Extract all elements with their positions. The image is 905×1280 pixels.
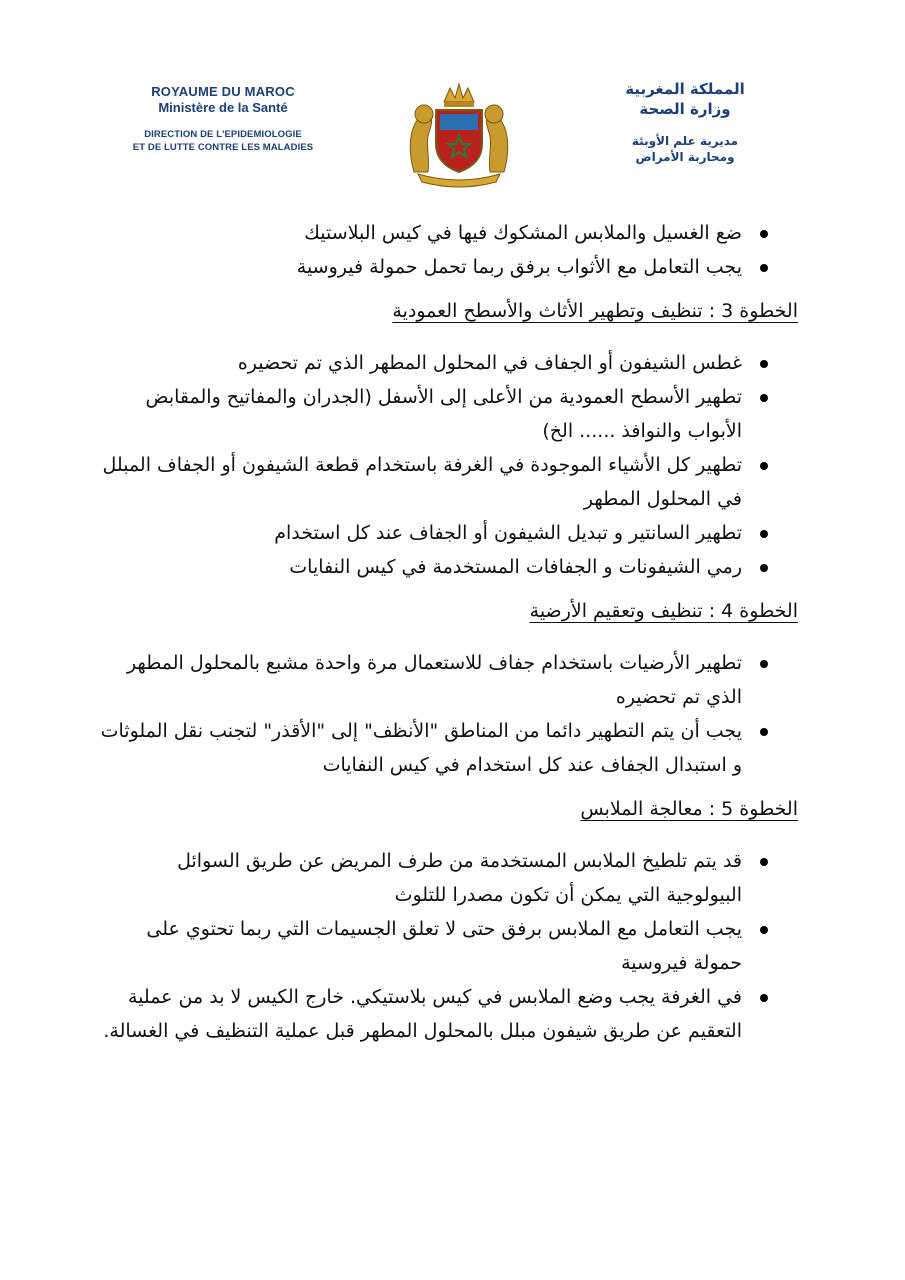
bullet-icon — [760, 564, 768, 572]
step5-heading: الخطوة 5 : معالجة الملابس — [580, 798, 798, 820]
bullet-icon — [760, 728, 768, 736]
direction-name-ar-line1: مديرية علم الأوبئة — [631, 134, 739, 148]
bullet-icon — [760, 926, 768, 934]
list-item: يجب أن يتم التطهير دائما من المناطق "الأنظف" إلى "الأقذر" لتجنب نقل الملوثات و استبدال الجفاف عند كل استخدام في كيس النفايات — [100, 714, 798, 782]
list-item: يجب التعامل مع الأثواب برفق ربما تحمل حمولة فيروسية — [100, 250, 798, 284]
bullet-icon — [760, 230, 768, 238]
list-item: تطهير كل الأشياء الموجودة في الغرفة باستخدام قطعة الشيفون أو الجفاف المبلل في المحلول المطهر — [100, 448, 798, 516]
list-item: يجب التعامل مع الملابس برفق حتى لا تعلق الجسيمات التي ربما تحتوي على حمولة فيروسية — [100, 912, 798, 980]
bullet-icon — [760, 264, 768, 272]
bullet-icon — [760, 530, 768, 538]
intro-list — [100, 216, 798, 284]
letterhead — [0, 0, 905, 200]
bullet-icon — [760, 360, 768, 368]
list-item: تطهير الأرضيات باستخدام جفاف للاستعمال مرة واحدة مشبع بالمحلول المطهر الذي تم تحضيره — [100, 646, 798, 714]
ministry-name-fr: Ministère de la Santé — [158, 100, 288, 115]
document-body — [100, 216, 798, 1048]
list-item: تطهير الأسطح العمودية من الأعلى إلى الأسفل (الجدران والمفاتيح والمقابض الأبواب والنوافذ ...... الخ) — [100, 380, 798, 448]
bullet-icon — [760, 394, 768, 402]
bullet-icon — [760, 994, 768, 1002]
list-item: في الغرفة يجب وضع الملابس في كيس بلاستيكي. خارج الكيس لا بد من عملية التعقيم عن طريق شيفون مبلل بالمحلول المطهر قبل عملية التنظيف في الغسالة. — [100, 980, 798, 1048]
step4-heading: الخطوة 4 : تنظيف وتعقيم الأرضية — [529, 600, 798, 622]
bullet-icon — [760, 858, 768, 866]
moroccan-coat-of-arms-icon — [400, 78, 518, 190]
direction-name-fr-line2: ET DE LUTTE CONTRE LES MALADIES — [132, 142, 314, 153]
direction-name-fr-line1: DIRECTION DE L'EPIDEMIOLOGIE — [144, 129, 302, 140]
bullet-icon — [760, 660, 768, 668]
step3-list — [100, 346, 798, 584]
arabic-letterhead — [600, 80, 770, 164]
list-item: غطس الشيفون أو الجفاف في المحلول المطهر الذي تم تحضيره — [100, 346, 798, 380]
step4-list — [100, 646, 798, 782]
list-item: قد يتم تلطيخ الملابس المستخدمة من طرف المريض عن طريق السوائل البيولوجية التي يمكن أن تكون مصدرا للتلوث — [100, 844, 798, 912]
list-item: رمي الشيفونات و الجفافات المستخدمة في كيس النفايات — [100, 550, 798, 584]
step5-list — [100, 844, 798, 1048]
list-item: ضع الغسيل والملابس المشكوك فيها في كيس البلاستيك — [100, 216, 798, 250]
step3-heading: الخطوة 3 : تنظيف وتطهير الأثاث والأسطح العمودية — [392, 300, 798, 322]
ministry-name-ar: وزارة الصحة — [639, 100, 731, 118]
bullet-icon — [760, 462, 768, 470]
french-letterhead — [128, 84, 318, 153]
direction-name-ar-line2: ومحاربة الأمراض — [635, 150, 735, 164]
kingdom-name-ar: المملكة المغربية — [625, 80, 745, 98]
list-item: تطهير السانتير و تبديل الشيفون أو الجفاف عند كل استخدام — [100, 516, 798, 550]
kingdom-name-fr: ROYAUME DU MAROC — [151, 84, 295, 99]
